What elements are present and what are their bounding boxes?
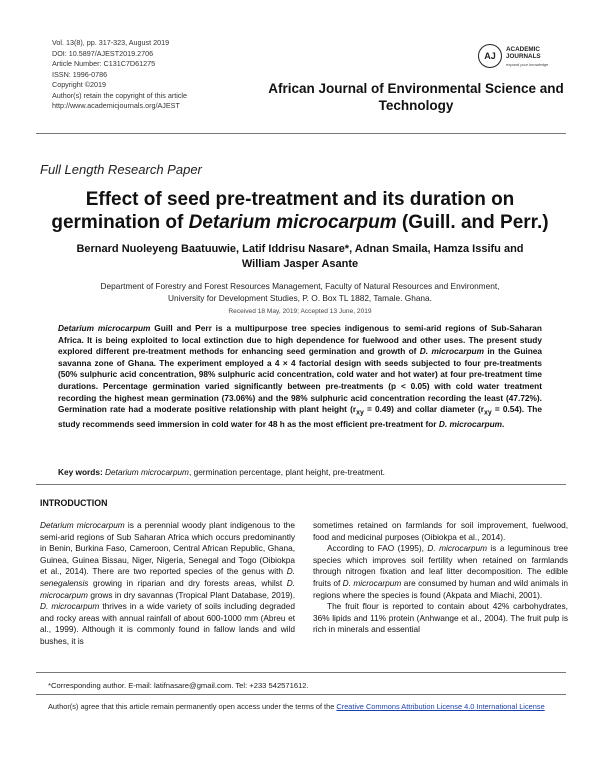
left-text-b: growing in riparian and dry forests areas, whilst bbox=[88, 577, 287, 588]
meta-article-number: Article Number: C131C7D61275 bbox=[52, 59, 156, 68]
abstract bbox=[58, 323, 542, 431]
journal-title-line1: African Journal of Environmental Science and bbox=[268, 81, 564, 96]
left-text-a: is a perennial woody plant indigenous to the semi-arid regions of Sub Saharan Africa which occurs predominantly in Benin, Burkina Faso, Cameroon, Central African Republic, Ghana, Guinea, Guinea Bissau, Niger, Nigeria, Senegal and Togo (Oibiokpa et al., 2014). There are two reported species of the genus with bbox=[40, 520, 295, 577]
meta-issn: ISSN: 1996-0786 bbox=[52, 69, 108, 79]
title-line2 bbox=[40, 211, 560, 234]
title-line2-b: (Guill. and Perr.) bbox=[396, 212, 549, 233]
title-species: Detarium microcarpum bbox=[188, 212, 397, 233]
section-heading-introduction: INTRODUCTION bbox=[40, 498, 108, 508]
body-column-left bbox=[40, 520, 295, 648]
body-column-right bbox=[313, 520, 568, 636]
abstract-divider bbox=[36, 484, 566, 485]
keywords-species: Detarium microcarpum bbox=[105, 467, 189, 477]
header-divider bbox=[36, 133, 566, 134]
logo-tagline: expand your knowledge bbox=[506, 62, 549, 67]
authors-line1: Bernard Nuoleyeng Baatuuwie, Latif Iddrisu Nasare*, Adnan Smaila, Hamza Issifu and bbox=[76, 243, 524, 255]
abstract-species-short-2: D. microcarpum bbox=[438, 419, 503, 430]
right-species-2: D. microcarpum bbox=[342, 577, 402, 588]
abstract-species: Detarium microcarpum bbox=[58, 323, 151, 333]
meta-copyright: Copyright ©2019 bbox=[52, 80, 107, 89]
affiliation-line2: University for Development Studies, P. O. Box TL 1882, Tamale. Ghana. bbox=[168, 293, 432, 303]
abstract-sub-1: xy bbox=[356, 409, 364, 417]
meta-rights: Author(s) retain the copyright of this article bbox=[52, 90, 188, 100]
left-text-c: grows in dry savannas (Tropical Plant Database, 2019). bbox=[87, 589, 295, 600]
abstract-text-1: Guill and Perr is a multipurpose tree species indigenous to semi-arid regions of Sub-Saharan Africa. It is being exploited to local extinction due to high dependence for fuelwood and other uses. The present study explored different pre-treatment methods for enhancing seed germination and growth of bbox=[58, 323, 542, 357]
publisher-logo bbox=[478, 44, 558, 72]
affiliation bbox=[50, 280, 550, 304]
abstract-text-3: = 0.49) and collar diameter (r bbox=[363, 404, 484, 415]
meta-doi: DOI: 10.5897/AJEST2019.2706 bbox=[52, 48, 154, 58]
left-text-d: thrives in a wide variety of soils including degraded and rocky areas with annual rainfall of about 600-1000 mm (Abreu et al., 1999). Although it is commonly found in fallow lands and wild bushes, it is bbox=[40, 601, 295, 646]
right-text-c: are consumed by human and wild animals in regions where the species is found (Akpata and Miachi, 2001). bbox=[313, 577, 568, 600]
abstract-sub-2: xy bbox=[484, 409, 492, 417]
meta-url[interactable]: http://www.academicjournals.org/AJEST bbox=[52, 101, 180, 110]
logo-mark-icon: AJ bbox=[478, 44, 502, 68]
meta-volume: Vol. 13(8), pp. 317-323, August 2019 bbox=[52, 38, 170, 47]
affiliation-line1: Department of Forestry and Forest Resources Management, Faculty of Natural Resources and Environment, bbox=[100, 281, 500, 291]
keywords-rest: , germination percentage, plant height, pre-treatment. bbox=[188, 467, 385, 477]
received-dates: Received 18 May, 2019; Accepted 13 June, 2019 bbox=[228, 308, 372, 315]
abstract-species-short: D. microcarpum bbox=[419, 346, 485, 357]
right-text-b: is a leguminous tree species which improves soil fertility when retained on farmlands through nitrogen fixation and leaf litter decomposition. The edible fruits of bbox=[313, 543, 568, 588]
authors-line2: William Jasper Asante bbox=[241, 258, 359, 270]
right-text-a: According to FAO (1995), bbox=[327, 543, 428, 554]
title-line1: Effect of seed pre-treatment and its duration on bbox=[85, 189, 515, 210]
corresponding-author: *Corresponding author. E-mail: latifnasare@gmail.com. Tel: +233 542571612. bbox=[48, 681, 309, 690]
keywords-label: Key words: bbox=[58, 467, 103, 477]
right-paragraph-1: sometimes retained on farmlands for soil improvement, fuelwood, food and medicinal purposes (Oibiokpa et al., 2014). bbox=[313, 520, 568, 542]
left-species-4: D. microcarpum bbox=[40, 601, 100, 612]
logo-name-line1: ACADEMIC bbox=[506, 46, 540, 53]
journal-title bbox=[268, 80, 564, 114]
journal-title-line2: Technology bbox=[378, 98, 454, 113]
keywords bbox=[58, 466, 542, 478]
right-paragraph-3: The fruit flour is reported to contain about 42% carbohydrates, 36% lipids and 11% protein (Anhwange et al., 2004). The fruit pulp is rich in minerals and essential bbox=[313, 601, 568, 635]
license-link[interactable]: Creative Commons Attribution License 4.0 International License bbox=[336, 702, 545, 711]
article-metadata bbox=[52, 38, 187, 112]
left-species-2: D. senegalensis bbox=[40, 566, 295, 588]
right-paragraph-2 bbox=[313, 543, 568, 601]
abstract-text-5: . bbox=[502, 419, 505, 430]
right-species-1: D. microcarpum bbox=[427, 543, 488, 554]
logo-name bbox=[506, 46, 541, 60]
footer-divider bbox=[36, 672, 566, 673]
license-text: Author(s) agree that this article remain permanently open access under the terms of the bbox=[48, 702, 337, 711]
license-notice bbox=[48, 702, 558, 713]
abstract-text-2: in the Guinea savanna zone of Ghana. The experiment employed a 4 × 4 factorial design with seeds subjected to four pre-treatments (50% sulphuric acid concentration, 98% sulphuric acid concentration, cold water and hot water) at four pre-treatment time durations. Percentage germination varied significantly between pre-treatments (p < 0.05) with cold water treatment recording the highest mean germination (73.06%) and the 98% sulphuric acid concentration recording the least (47.72%). Germination rate had a moderate positive relationship with plant height (r bbox=[58, 346, 542, 415]
logo-name-line2: JOURNALS bbox=[506, 53, 541, 60]
author-list bbox=[60, 242, 540, 272]
abstract-text-4: = 0.54). The study recommends seed immersion in cold water for 48 h as the most efficient pre-treatment for bbox=[58, 404, 542, 430]
footer-divider-2 bbox=[36, 694, 566, 695]
left-paragraph-1 bbox=[40, 520, 295, 648]
title-line2-a: germination of bbox=[51, 212, 189, 233]
paper-title bbox=[40, 188, 560, 234]
paper-type: Full Length Research Paper bbox=[40, 162, 202, 177]
left-species-1: Detarium microcarpum bbox=[40, 520, 125, 530]
left-species-3: D. microcarpum bbox=[40, 577, 295, 600]
